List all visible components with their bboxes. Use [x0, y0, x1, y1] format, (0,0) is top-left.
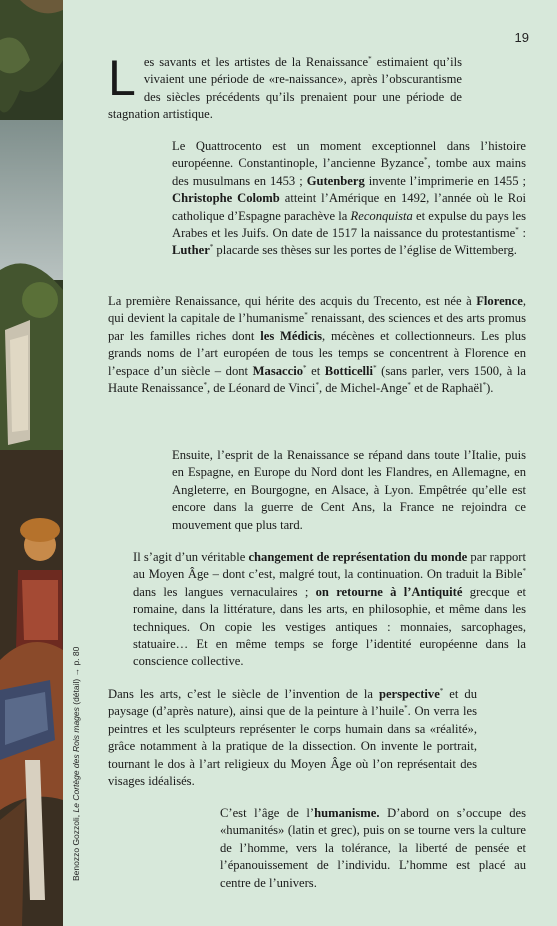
florence-paragraph	[108, 293, 526, 397]
glossary-marker: *	[368, 54, 372, 63]
painting-illustration	[0, 0, 63, 926]
text-run: invente l’imprimerie en 1455 ;	[364, 173, 526, 188]
glossary-marker: *	[424, 156, 428, 165]
text-run: grecque et romaine, dans la littérature, dans les arts, en philosophie, et même dans les techniques. On copie les vestiges antiques : monnaies, sarcophages, statuaire… Et en même temps se forge l’identité européenne dans la conscience collective.	[133, 584, 526, 669]
intro-paragraph	[108, 50, 462, 124]
text-run: (sans parler, vers 1500, à la Haute Renaissance	[108, 363, 526, 396]
glossary-marker: *	[209, 243, 214, 252]
image-caption	[71, 631, 81, 881]
text-run: , qui devient la capitale de l’humanisme	[108, 294, 526, 326]
glossary-marker: *	[515, 225, 519, 234]
text-run: C’est l’âge de l’	[220, 806, 315, 820]
text-run: , tombe aux mains des musulmans en 1453 ;	[172, 156, 526, 188]
world-view-paragraph	[133, 549, 526, 671]
text-run: , mécènes et collectionneurs. Les plus grands noms de l’art européen de tous les temps se concentrent à Florence en l’espace d’un siècle – dont	[108, 328, 527, 378]
term-colomb: Christophe Colomb	[172, 191, 280, 206]
text-run: Il s’agit d’un véritable	[133, 550, 249, 564]
humanism-paragraph	[220, 805, 526, 892]
text-run: Ensuite, l’esprit de la Renaissance se répand dans toute l’Italie, puis en Espagne, en Europe du Nord dont les Flandres, en Allemagne, en Angleterre, en Bourgogne, en Alsace, à Lyon. Empêtrée qu’elle est encore dans la guerre de Cent Ans, la France ne rejoindra ce mouvement que plus tard.	[172, 448, 526, 532]
drop-cap: L	[108, 50, 136, 106]
term-masaccio: Masaccio	[252, 363, 304, 378]
term-luther: Luther	[172, 243, 210, 258]
term-antiquite: on retourne à l’Antiquité	[315, 584, 463, 599]
glossary-marker: *	[439, 686, 444, 695]
text-run: , de Léonard de Vinci	[206, 381, 316, 396]
term-florence: Florence	[476, 294, 523, 308]
term-medicis: les Médicis	[260, 328, 323, 343]
text-run: . On verra les peintres et les sculpteurs représenter le corps humain dans sa «réalité», grâce notamment à la pratique de la dissection. On invente le portrait, tournant le dos à l’art religieux du Moyen Âge où l’on représentait des visages idéalisés.	[108, 704, 477, 789]
glossary-marker: *	[203, 380, 207, 389]
glossary-marker: *	[304, 311, 308, 320]
glossary-marker: *	[522, 567, 526, 576]
text-run: par rapport au Moyen Âge – dont c’est, malgré tout, la continuation. On traduit la Bible	[133, 550, 526, 582]
term-perspective: perspective	[378, 687, 440, 701]
caption-title: Le Cortège des Rois mages	[71, 707, 81, 813]
term-botticelli: Botticelli	[324, 363, 374, 378]
painting-detail-image	[0, 0, 63, 926]
arts-paragraph	[108, 686, 477, 790]
text-run: La première Renaissance, qui hérite des acquis du Trecento, est née à	[108, 294, 477, 308]
text-run: et expulse du pays les Arabes et les Juifs. On date de 1517 la naissance du protestantisme	[172, 208, 527, 241]
text-run: es savants et les artistes de la Renaissance	[143, 55, 369, 69]
glossary-marker: *	[482, 380, 487, 389]
text-run: placarde ses thèses sur les portes de l’église de Wittemberg.	[213, 243, 517, 258]
text-run: dans les langues vernaculaires ;	[133, 584, 316, 599]
term-gutenberg: Gutenberg	[306, 173, 365, 188]
term-humanisme: humanisme.	[314, 806, 380, 820]
text-run: D’abord on s’occupe des «humanités» (latin et grec), puis on se tourne vers la culture de l’homme, vers la tolérance, la liberté de pensée et l’épanouissement de l’individu. L’homme est placé au centre de l’univers.	[220, 806, 526, 890]
text-run: , de Michel-Ange	[318, 381, 408, 396]
term-reconquista: Reconquista	[350, 208, 413, 223]
text-run: et du paysage (d’après nature), ainsi que de la peinture à l’huile	[108, 687, 477, 719]
text-run: Le Quattrocento est un moment exceptionnel dans l’histoire européenne. Constantinople, l’ancienne Byzance	[172, 139, 526, 171]
text-run: atteint l’Amérique en 1492, l’année où le Roi catholique d’Espagne parachève la	[172, 191, 526, 223]
glossary-marker: *	[315, 380, 319, 389]
glossary-marker: *	[407, 380, 411, 389]
text-run: :	[518, 226, 526, 241]
text-run: ).	[486, 381, 494, 396]
page-number: 19	[514, 30, 529, 45]
text-run: renaissant, des sciences et des arts promus par les familles riches dont	[108, 311, 526, 343]
term-changement: changement de représentation du monde	[248, 550, 468, 564]
spread-paragraph	[172, 447, 526, 534]
glossary-marker: *	[404, 704, 408, 713]
text-run: et	[306, 363, 325, 378]
text-run: Dans les arts, c’est le siècle de l’invention de la	[108, 687, 379, 701]
text-run: et de Raphaël	[410, 381, 483, 396]
glossary-marker: *	[303, 363, 307, 372]
caption-author: Benozzo Gozzoli,	[71, 812, 81, 881]
text-run: estimaient qu’ils vivaient une période de «re-naissance», après l’obscurantisme des siècles précédents qu’ils prenaient pour une période de stagnation artistique.	[108, 55, 462, 122]
quattrocento-paragraph	[172, 138, 526, 260]
glossary-marker: *	[373, 363, 377, 372]
caption-page-ref: (détail) → p. 80	[71, 646, 81, 708]
